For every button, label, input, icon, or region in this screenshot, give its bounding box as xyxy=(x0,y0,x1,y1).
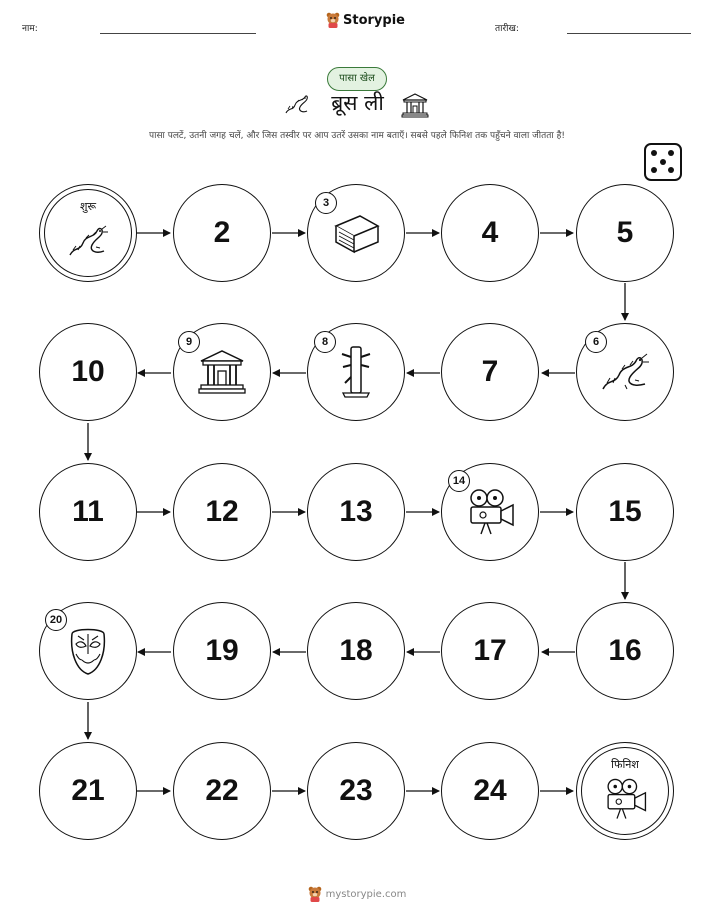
dragon-icon xyxy=(599,349,651,395)
space-badge: 8 xyxy=(314,331,336,353)
opera-mask-icon xyxy=(68,626,108,676)
board-space[interactable] xyxy=(307,742,405,840)
space-number: 7 xyxy=(481,355,499,388)
space-number: 17 xyxy=(473,634,507,667)
wooden-dummy-icon xyxy=(339,345,373,399)
finish-space[interactable] xyxy=(576,742,674,840)
space-badge: 3 xyxy=(315,192,337,214)
space-badge: 9 xyxy=(178,331,200,353)
space-number: 4 xyxy=(481,216,499,249)
board-space[interactable] xyxy=(173,602,271,700)
board-space[interactable] xyxy=(441,323,539,421)
board-space[interactable] xyxy=(307,463,405,561)
footer xyxy=(0,886,714,902)
page-title: ब्रूस ली xyxy=(331,91,384,115)
date-label: तारीख: xyxy=(495,24,519,34)
temple-icon xyxy=(198,349,246,395)
space-number: 22 xyxy=(205,774,239,807)
space-number: 18 xyxy=(339,634,373,667)
space-number: 12 xyxy=(205,495,239,528)
board-space[interactable] xyxy=(441,742,539,840)
board-space[interactable] xyxy=(441,602,539,700)
space-number: 24 xyxy=(473,774,507,807)
board-space[interactable] xyxy=(39,742,137,840)
space-badge: 14 xyxy=(448,470,470,492)
name-label: नाम: xyxy=(22,24,38,34)
dragon-icon xyxy=(66,221,110,261)
board-space[interactable] xyxy=(576,602,674,700)
finish-label: फिनिश xyxy=(611,758,639,771)
space-number: 19 xyxy=(205,634,239,667)
space-number: 2 xyxy=(213,216,231,249)
space-number: 13 xyxy=(339,495,373,528)
space-number: 21 xyxy=(71,774,105,807)
footer-site-link[interactable]: mystorypie.com xyxy=(325,888,407,900)
space-number: 23 xyxy=(339,774,373,807)
space-number: 11 xyxy=(72,495,104,528)
instructions: पासा पलटें, उतनी जगह चलें, और जिस तस्वीर पर आप उतरें उसका नाम बताएँ। सबसे पहले फिनिश तक पहुँचने वाला जीतता है! xyxy=(149,131,565,141)
space-number: 5 xyxy=(616,216,634,249)
space-number: 15 xyxy=(608,495,642,528)
space-badge: 6 xyxy=(585,331,607,353)
start-space[interactable] xyxy=(39,184,137,282)
space-number: 10 xyxy=(71,355,105,388)
brand-name: Storypie xyxy=(343,12,405,28)
board-space[interactable] xyxy=(173,184,271,282)
board-space[interactable] xyxy=(173,742,271,840)
space-number: 16 xyxy=(608,634,642,667)
movie-camera-icon xyxy=(601,777,649,821)
bear-icon xyxy=(308,886,322,902)
board-space[interactable] xyxy=(441,184,539,282)
board-space[interactable] xyxy=(39,463,137,561)
game-type-badge: पासा खेल xyxy=(327,67,387,91)
board-space[interactable] xyxy=(307,602,405,700)
board-space[interactable] xyxy=(39,323,137,421)
start-label: शुरू xyxy=(79,200,97,213)
movie-camera-icon xyxy=(463,488,517,536)
space-badge: 20 xyxy=(45,609,67,631)
board-space[interactable] xyxy=(576,184,674,282)
board-space[interactable] xyxy=(173,463,271,561)
book-icon xyxy=(330,212,382,254)
board-space[interactable] xyxy=(576,463,674,561)
